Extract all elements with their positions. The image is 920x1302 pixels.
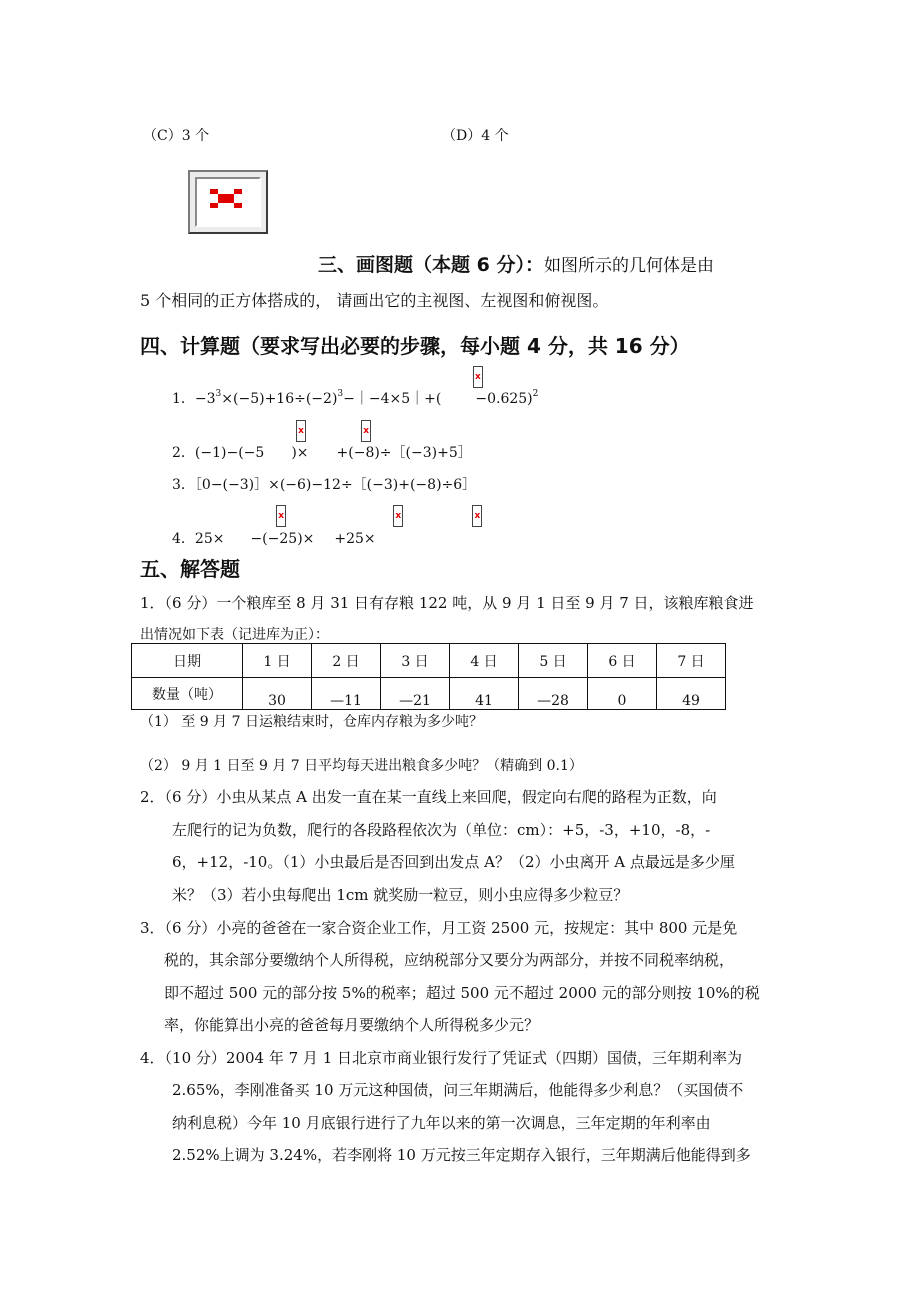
table-cell: 4 日 <box>450 644 519 678</box>
section3-heading <box>318 250 714 277</box>
problem3-line2: 税的，其余部分要缴纳个人所得税，应纳税部分又要分为两部分，并按不同税率纳税， <box>164 951 735 969</box>
section3-text2: 5 个相同的正方体搭成的， 请画出它的主视图、左视图和俯视图。 <box>140 291 609 310</box>
table-cell: 49 <box>657 678 726 710</box>
option-c: （C）3 个 <box>143 128 210 144</box>
problem3-line4: 率，你能算出小亮的爸爸每月要缴纳个人所得税多少元？ <box>164 1016 540 1034</box>
fraction-image-icon <box>276 505 286 527</box>
section4-title: 四、计算题（要求写出必要的步骤，每小题 4 分，共 16 分） <box>140 334 690 358</box>
calc-q1: 1．$-3^3\times(-5)+16\div(-2)^3-|-4\times 5|+( -0.625)^2$ <box>172 389 539 407</box>
table-cell: 41 <box>450 678 519 710</box>
problem2-line1: 2．（6 分）小虫从某点 A 出发一直在某一直线上来回爬，假定向右爬的路程为正数，向 <box>140 788 717 806</box>
problem4-line2: 2.65%，李刚准备买 10 万元这种国债，问三年期满后，他能得多少利息？（买国债不 <box>172 1081 744 1099</box>
problem1-sub2: （2） 9 月 1 日至 9 月 7 日平均每天进出粮食多少吨？（精确到 0.1） <box>140 758 583 774</box>
problem3-line3: 即不超过 500 元的部分按 5%的税率；超过 500 元不超过 2000 元的部分则按 10%的税 <box>164 984 760 1002</box>
fraction-image-icon <box>296 420 306 442</box>
geometry-figure-placeholder <box>188 170 268 234</box>
problem1-sub1: （1） 至 9 月 7 日运粮结束时，仓库内存粮为多少吨？ <box>140 714 483 730</box>
table-cell: 6 日 <box>588 644 657 678</box>
calc-q3: 3．［0−(−3)］×(−6)−12÷［(−3)+(−8)÷6］ <box>172 477 477 493</box>
fraction-image-icon <box>393 505 403 527</box>
table-cell: —11 <box>312 678 381 710</box>
fraction-image-icon <box>361 420 371 442</box>
grain-table <box>131 643 726 710</box>
broken-image-icon <box>208 186 244 212</box>
fraction-image-icon <box>472 505 482 527</box>
table-cell: 0 <box>588 678 657 710</box>
table-cell: 3 日 <box>381 644 450 678</box>
table-cell: 7 日 <box>657 644 726 678</box>
table-cell: —21 <box>381 678 450 710</box>
section3-title: 三、画图题（本题 6 分）： <box>318 254 544 276</box>
section3-text1: 如图所示的几何体是由 <box>543 256 714 276</box>
problem4-line3: 纳利息税）今年 10 月底银行进行了九年以来的第一次调息，三年定期的年利率由 <box>172 1114 711 1132</box>
problem2-line3: 6，+12，-10。（1）小虫最后是否回到出发点 A？（2）小虫离开 A 点最远是多少厘 <box>172 853 735 871</box>
problem4-line1: 4．（10 分）2004 年 7 月 1 日北京市商业银行发行了凭证式（四期）国债，三年期利率为 <box>140 1049 743 1067</box>
table-cell: 30 <box>243 678 312 710</box>
calc-q4: 4．25× −(−25)× +25× <box>172 531 376 547</box>
table-cell: —28 <box>519 678 588 710</box>
problem2-line2: 左爬行的记为负数，爬行的各段路程依次为（单位：cm）：+5，-3，+10，-8，- <box>172 821 711 839</box>
table-cell: 日期 <box>132 644 243 678</box>
fraction-image-icon <box>473 366 483 388</box>
table-cell: 1 日 <box>243 644 312 678</box>
table-cell: 数量（吨） <box>132 678 243 710</box>
table-header-row <box>132 644 726 678</box>
table-row <box>132 678 726 710</box>
table-cell: 5 日 <box>519 644 588 678</box>
calc-q2: 2．(−1)−(−5 )× +(−8)÷［(−3)+5］ <box>172 445 472 461</box>
table-cell: 2 日 <box>312 644 381 678</box>
section5-title: 五、解答题 <box>140 557 240 581</box>
problem1-line1: 1．（6 分）一个粮库至 8 月 31 日有存粮 122 吨，从 9 月 1 日至 9 月 7 日，该粮库粮食进 <box>140 594 754 612</box>
problem4-line4: 2.52%上调为 3.24%，若李刚将 10 万元按三年定期存入银行，三年期满后他能得到多 <box>172 1146 751 1164</box>
problem1-line2: 出情况如下表（记进库为正）： <box>140 627 329 643</box>
problem2-line4: 米？（3）若小虫每爬出 1cm 就奖励一粒豆，则小虫应得多少粒豆？ <box>172 886 629 904</box>
option-d: （D）4 个 <box>442 128 509 144</box>
problem3-line1: 3．（6 分）小亮的爸爸在一家合资企业工作，月工资 2500 元，按规定：其中 800 元是免 <box>140 919 738 937</box>
